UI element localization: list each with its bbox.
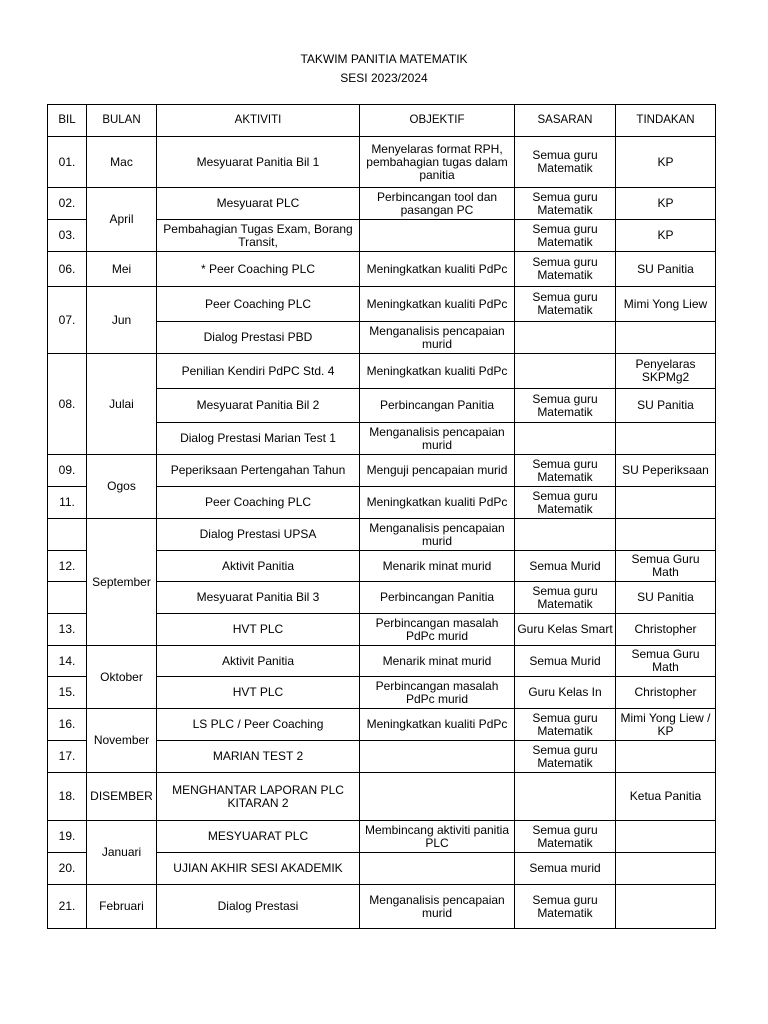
- month-cell: Februari: [87, 885, 157, 929]
- bil-cell: 20.: [48, 853, 87, 885]
- tindakan-cell: [616, 741, 716, 773]
- tindakan-cell: Christopher: [616, 614, 716, 646]
- aktiviti-cell: UJIAN AKHIR SESI AKADEMIK: [157, 853, 360, 885]
- tindakan-cell: SU Panitia: [616, 582, 716, 614]
- objektif-cell: Menganalisis pencapaian murid: [360, 322, 515, 354]
- sasaran-cell: Semua guru Matematik: [515, 188, 616, 220]
- table-row: [48, 188, 716, 220]
- table-row: [48, 252, 716, 287]
- sasaran-cell: Semua guru Matematik: [515, 709, 616, 741]
- table-row: [48, 885, 716, 929]
- tindakan-cell: [616, 487, 716, 519]
- tindakan-cell: Christopher: [616, 677, 716, 709]
- objektif-cell: Meningkatkan kualiti PdPc: [360, 287, 515, 322]
- aktiviti-cell: * Peer Coaching PLC: [157, 252, 360, 287]
- tindakan-cell: KP: [616, 220, 716, 252]
- col-header-sasaran: SASARAN: [515, 105, 616, 137]
- calendar-table: [47, 104, 716, 929]
- sasaran-cell: [515, 354, 616, 389]
- objektif-cell: Perbincangan Panitia: [360, 389, 515, 423]
- objektif-cell: Perbincangan masalah PdPc murid: [360, 614, 515, 646]
- tindakan-cell: Semua Guru Math: [616, 551, 716, 582]
- sasaran-cell: Semua guru Matematik: [515, 455, 616, 487]
- session-subtitle: SESI 2023/2024: [340, 71, 428, 85]
- table-row: [48, 354, 716, 389]
- aktiviti-cell: Aktivit Panitia: [157, 646, 360, 677]
- tindakan-cell: [616, 885, 716, 929]
- objektif-cell: [360, 773, 515, 821]
- bil-cell: 06.: [48, 252, 87, 287]
- month-cell: DISEMBER: [87, 773, 157, 821]
- header-row: [48, 105, 716, 137]
- sasaran-cell: Semua Murid: [515, 551, 616, 582]
- month-cell: Julai: [87, 354, 157, 455]
- aktiviti-cell: Penilian Kendiri PdPC Std. 4: [157, 354, 360, 389]
- month-cell: Mei: [87, 252, 157, 287]
- table-row: [48, 137, 716, 188]
- bil-cell: 12.: [48, 551, 87, 582]
- tindakan-cell: KP: [616, 137, 716, 188]
- bil-cell: 16.: [48, 709, 87, 741]
- objektif-cell: Perbincangan masalah PdPc murid: [360, 677, 515, 709]
- sasaran-cell: Semua Murid: [515, 646, 616, 677]
- month-cell: April: [87, 188, 157, 252]
- objektif-cell: Menarik minat murid: [360, 551, 515, 582]
- bil-cell: [48, 582, 87, 614]
- col-header-bil: BIL: [48, 105, 87, 137]
- aktiviti-cell: HVT PLC: [157, 677, 360, 709]
- tindakan-cell: KP: [616, 188, 716, 220]
- month-cell: Januari: [87, 821, 157, 885]
- month-cell: Ogos: [87, 455, 157, 519]
- bil-cell: 17.: [48, 741, 87, 773]
- bil-cell: 03.: [48, 220, 87, 252]
- table-row: [48, 287, 716, 322]
- col-header-tindakan: TINDAKAN: [616, 105, 716, 137]
- sasaran-cell: [515, 773, 616, 821]
- sasaran-cell: Semua guru Matematik: [515, 389, 616, 423]
- objektif-cell: Menarik minat murid: [360, 646, 515, 677]
- aktiviti-cell: HVT PLC: [157, 614, 360, 646]
- objektif-cell: Menganalisis pencapaian murid: [360, 423, 515, 455]
- sasaran-cell: Semua guru Matematik: [515, 582, 616, 614]
- table-row: [48, 455, 716, 487]
- tindakan-cell: [616, 821, 716, 853]
- month-cell: November: [87, 709, 157, 773]
- aktiviti-cell: MARIAN TEST 2: [157, 741, 360, 773]
- sasaran-cell: Semua guru Matematik: [515, 741, 616, 773]
- objektif-cell: [360, 853, 515, 885]
- table-row: [48, 646, 716, 677]
- objektif-cell: [360, 220, 515, 252]
- tindakan-cell: SU Panitia: [616, 389, 716, 423]
- aktiviti-cell: Pembahagian Tugas Exam, Borang Transit,: [157, 220, 360, 252]
- aktiviti-cell: Mesyuarat Panitia Bil 1: [157, 137, 360, 188]
- tindakan-cell: Semua Guru Math: [616, 646, 716, 677]
- bil-cell: 11.: [48, 487, 87, 519]
- tindakan-cell: SU Peperiksaan: [616, 455, 716, 487]
- objektif-cell: Meningkatkan kualiti PdPc: [360, 252, 515, 287]
- bil-cell: 09.: [48, 455, 87, 487]
- sasaran-cell: Semua murid: [515, 853, 616, 885]
- month-cell: Oktober: [87, 646, 157, 709]
- bil-cell: 02.: [48, 188, 87, 220]
- aktiviti-cell: Aktivit Panitia: [157, 551, 360, 582]
- bil-cell: 15.: [48, 677, 87, 709]
- objektif-cell: Menganalisis pencapaian murid: [360, 885, 515, 929]
- page-title: TAKWIM PANITIA MATEMATIK: [300, 52, 468, 66]
- tindakan-cell: [616, 853, 716, 885]
- tindakan-cell: Mimi Yong Liew / KP: [616, 709, 716, 741]
- objektif-cell: Meningkatkan kualiti PdPc: [360, 487, 515, 519]
- aktiviti-cell: Mesyuarat PLC: [157, 188, 360, 220]
- aktiviti-cell: Dialog Prestasi Marian Test 1: [157, 423, 360, 455]
- tindakan-cell: Mimi Yong Liew: [616, 287, 716, 322]
- sasaran-cell: Semua guru Matematik: [515, 220, 616, 252]
- bil-cell: 13.: [48, 614, 87, 646]
- aktiviti-cell: MENGHANTAR LAPORAN PLC KITARAN 2: [157, 773, 360, 821]
- month-cell: September: [87, 519, 157, 646]
- objektif-cell: [360, 741, 515, 773]
- objektif-cell: Menyelaras format RPH, pembahagian tugas dalam panitia: [360, 137, 515, 188]
- sasaran-cell: Semua guru Matematik: [515, 137, 616, 188]
- sasaran-cell: Semua guru Matematik: [515, 287, 616, 322]
- sasaran-cell: Guru Kelas In: [515, 677, 616, 709]
- aktiviti-cell: MESYUARAT PLC: [157, 821, 360, 853]
- sasaran-cell: [515, 423, 616, 455]
- objektif-cell: Perbincangan Panitia: [360, 582, 515, 614]
- sasaran-cell: [515, 519, 616, 551]
- sasaran-cell: Semua guru Matematik: [515, 821, 616, 853]
- tindakan-cell: SU Panitia: [616, 252, 716, 287]
- aktiviti-cell: LS PLC / Peer Coaching: [157, 709, 360, 741]
- aktiviti-cell: Mesyuarat Panitia Bil 2: [157, 389, 360, 423]
- table-row: [48, 519, 716, 551]
- bil-cell: 07.: [48, 287, 87, 354]
- col-header-objektif: OBJEKTIF: [360, 105, 515, 137]
- tindakan-cell: [616, 519, 716, 551]
- bil-cell: 01.: [48, 137, 87, 188]
- objektif-cell: Perbincangan tool dan pasangan PC: [360, 188, 515, 220]
- bil-cell: 19.: [48, 821, 87, 853]
- sasaran-cell: Semua guru Matematik: [515, 252, 616, 287]
- table-row: [48, 821, 716, 853]
- aktiviti-cell: Peer Coaching PLC: [157, 287, 360, 322]
- sasaran-cell: Guru Kelas Smart: [515, 614, 616, 646]
- aktiviti-cell: Dialog Prestasi UPSA: [157, 519, 360, 551]
- bil-cell: 08.: [48, 354, 87, 455]
- sasaran-cell: Semua guru Matematik: [515, 487, 616, 519]
- col-header-bulan: BULAN: [87, 105, 157, 137]
- objektif-cell: Menguji pencapaian murid: [360, 455, 515, 487]
- sasaran-cell: Semua guru Matematik: [515, 885, 616, 929]
- tindakan-cell: Penyelaras SKPMg2: [616, 354, 716, 389]
- aktiviti-cell: Dialog Prestasi: [157, 885, 360, 929]
- objektif-cell: Membincang aktiviti panitia PLC: [360, 821, 515, 853]
- month-cell: Jun: [87, 287, 157, 354]
- aktiviti-cell: Mesyuarat Panitia Bil 3: [157, 582, 360, 614]
- aktiviti-cell: Peer Coaching PLC: [157, 487, 360, 519]
- month-cell: Mac: [87, 137, 157, 188]
- objektif-cell: Meningkatkan kualiti PdPc: [360, 709, 515, 741]
- table-row: [48, 773, 716, 821]
- bil-cell: 18.: [48, 773, 87, 821]
- aktiviti-cell: Dialog Prestasi PBD: [157, 322, 360, 354]
- bil-cell: 21.: [48, 885, 87, 929]
- aktiviti-cell: Peperiksaan Pertengahan Tahun: [157, 455, 360, 487]
- sasaran-cell: [515, 322, 616, 354]
- bil-cell: [48, 519, 87, 551]
- tindakan-cell: [616, 322, 716, 354]
- col-header-aktiviti: AKTIVITI: [157, 105, 360, 137]
- bil-cell: 14.: [48, 646, 87, 677]
- tindakan-cell: Ketua Panitia: [616, 773, 716, 821]
- table-row: [48, 709, 716, 741]
- objektif-cell: Menganalisis pencapaian murid: [360, 519, 515, 551]
- objektif-cell: Meningkatkan kualiti PdPc: [360, 354, 515, 389]
- tindakan-cell: [616, 423, 716, 455]
